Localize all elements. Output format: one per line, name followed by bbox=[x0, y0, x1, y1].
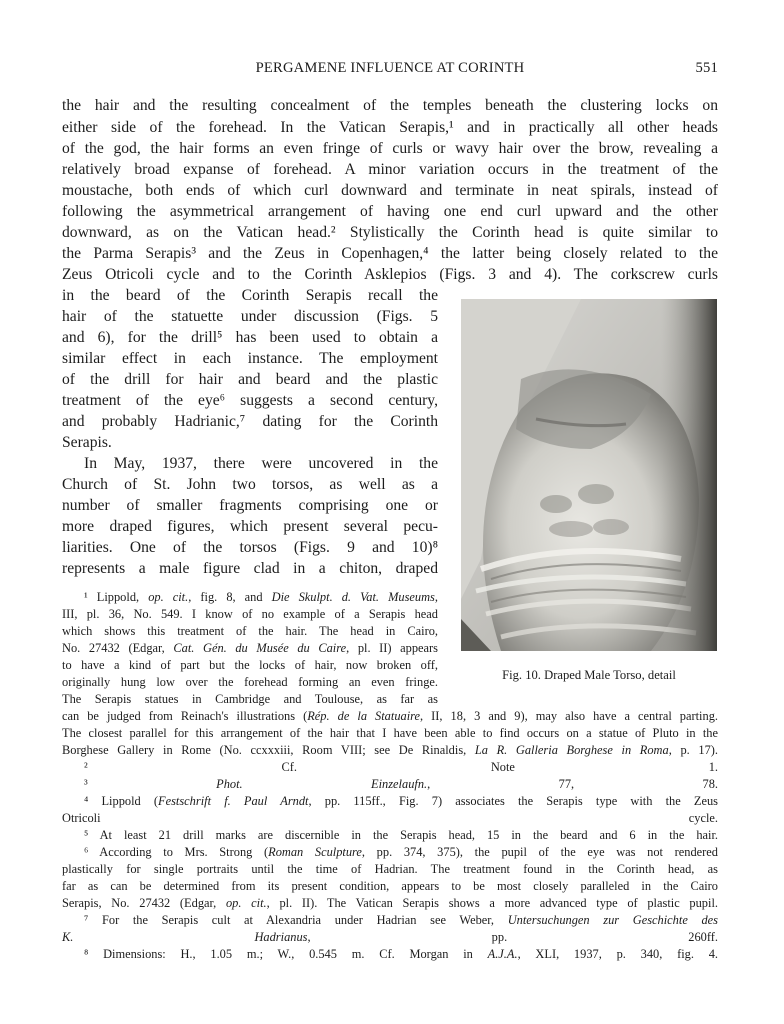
footnote-line: III, pl. 36, No. 549. I know of no example of a Serapis head bbox=[62, 607, 438, 621]
footnote-line: The closest parallel for this arrangement of the hair that I have been able to find occurs on a statue of Pluto in the bbox=[62, 726, 718, 740]
body-line: moustache, both ends of which curl downward and terminate in neat spirals, instead of bbox=[62, 182, 718, 199]
footnote-line: originally hung low over the forehead forming an even fringe. bbox=[62, 675, 438, 689]
footnote-line: Borghese Gallery in Rome (No. ccxxxiii, Room VIII; see De Rinaldis, La R. Galleria Borghese in Roma, p. 17). bbox=[62, 743, 718, 757]
body-line: Church of St. John two torsos, as well as a bbox=[62, 476, 438, 493]
footnote-line: Otricoli cycle. bbox=[62, 811, 718, 825]
body-line: treatment of the eye⁶ suggests a second century, bbox=[62, 392, 438, 409]
footnote-line: ³ Phot. Einzelaufn., 77, 78. bbox=[84, 777, 718, 791]
body-line: liarities. One of the torsos (Figs. 9 and 10)⁸ bbox=[62, 539, 438, 556]
page-number: 551 bbox=[695, 60, 718, 76]
footnote-line: ⁶ According to Mrs. Strong (Roman Sculpture, pp. 374, 375), the pupil of the eye was not rendered bbox=[84, 845, 718, 859]
footnote-line: far as can be determined from its present condition, appears to be most closely paralleled in the Cairo bbox=[62, 879, 718, 893]
body-line: and 6), for the drill⁵ has been used to obtain a bbox=[62, 329, 438, 346]
footnote-line: can be judged from Reinach's illustrations (Rép. de la Statuaire, II, 18, 3 and 9), may also have a central parting. bbox=[62, 709, 718, 723]
figure-caption: Fig. 10. Draped Male Torso, detail bbox=[502, 668, 676, 682]
footnote-line: ⁷ For the Serapis cult at Alexandria under Hadrian see Weber, Untersuchungen zur Geschichte des bbox=[84, 913, 719, 927]
footnote-line: Serapis, No. 27432 (Edgar, op. cit., pl. II). The Vatican Serapis shows a more advanced type of plastic pupil. bbox=[62, 896, 718, 910]
footnote-line: The Serapis statues in Cambridge and Toulouse, as far as bbox=[62, 692, 438, 706]
body-line: and probably Hadrianic,⁷ dating for the Corinth bbox=[62, 413, 438, 430]
footnote-line: plastically for single portraits until the time of Hadrian. The treatment found in the Corinth head, as bbox=[62, 862, 718, 876]
footnote-line: ¹ Lippold, op. cit., fig. 8, and Die Skulpt. d. Vat. Museums, bbox=[84, 590, 438, 604]
torso-photograph bbox=[461, 299, 717, 651]
body-line: number of smaller fragments comprising one or bbox=[62, 497, 438, 514]
body-line: more draped figures, which present several pecu- bbox=[62, 518, 438, 535]
body-line: downward, as on the Vatican head.² Stylistically the Corinth head is quite similar to bbox=[62, 224, 718, 241]
body-line: In May, 1937, there were uncovered in the bbox=[84, 455, 438, 472]
body-line: in the beard of the Corinth Serapis recall the bbox=[62, 287, 438, 304]
footnote-line: K. Hadrianus, pp. 260ff. bbox=[62, 930, 718, 944]
body-line: the hair and the resulting concealment of the temples beneath the clustering locks on bbox=[62, 97, 718, 114]
running-head bbox=[62, 60, 718, 82]
body-line: following the asymmetrical arrangement of having one end curl upward and the other bbox=[62, 203, 718, 220]
body-line: Zeus Otricoli cycle and to the Corinth Asklepios (Figs. 3 and 4). The corkscrew curls bbox=[62, 266, 718, 283]
body-line: of the drill for hair and beard and the plastic bbox=[62, 371, 438, 388]
body-line: relatively broad expanse of forehead. A minor variation occurs in the treatment of the bbox=[62, 161, 718, 178]
footnote-line: ⁵ At least 21 drill marks are discernible in the Serapis head, 15 in the beard and 6 in the hair. bbox=[84, 828, 718, 842]
footnote-line: ⁴ Lippold (Festschrift f. Paul Arndt, pp. 115ff., Fig. 7) associates the Serapis type with the Zeus bbox=[84, 794, 719, 808]
body-line: the Parma Serapis³ and the Zeus in Copenhagen,⁴ the latter being closely related to the bbox=[62, 245, 718, 262]
body-line: of the god, the hair forms an even fringe of curls or wavy hair over the brow, revealing a bbox=[62, 140, 718, 157]
body-line: hair of the statuette under discussion (Figs. 5 bbox=[62, 308, 438, 325]
footnote-line: ² Cf. Note 1. bbox=[84, 760, 718, 774]
torso-photo-rendering bbox=[461, 299, 717, 651]
footnote-line: No. 27432 (Edgar, Cat. Gén. du Musée du Caire, pl. II) appears bbox=[62, 641, 439, 655]
footnote-line: ⁸ Dimensions: H., 1.05 m.; W., 0.545 m. Cf. Morgan in A.J.A., XLI, 1937, p. 340, fig. 4. bbox=[84, 947, 718, 961]
body-line: Serapis. bbox=[62, 434, 112, 451]
body-line: represents a male figure clad in a chiton, draped bbox=[62, 560, 438, 577]
body-line: similar effect in each instance. The employment bbox=[62, 350, 438, 367]
body-line: either side of the forehead. In the Vatican Serapis,¹ and in practically all other heads bbox=[62, 119, 718, 136]
footnote-line: which shows this treatment of the hair. The head in Cairo, bbox=[62, 624, 438, 638]
running-title: PERGAMENE INFLUENCE AT CORINTH bbox=[255, 60, 525, 76]
footnote-line: to have a kind of part but the locks of hair, now broken off, bbox=[62, 658, 438, 672]
